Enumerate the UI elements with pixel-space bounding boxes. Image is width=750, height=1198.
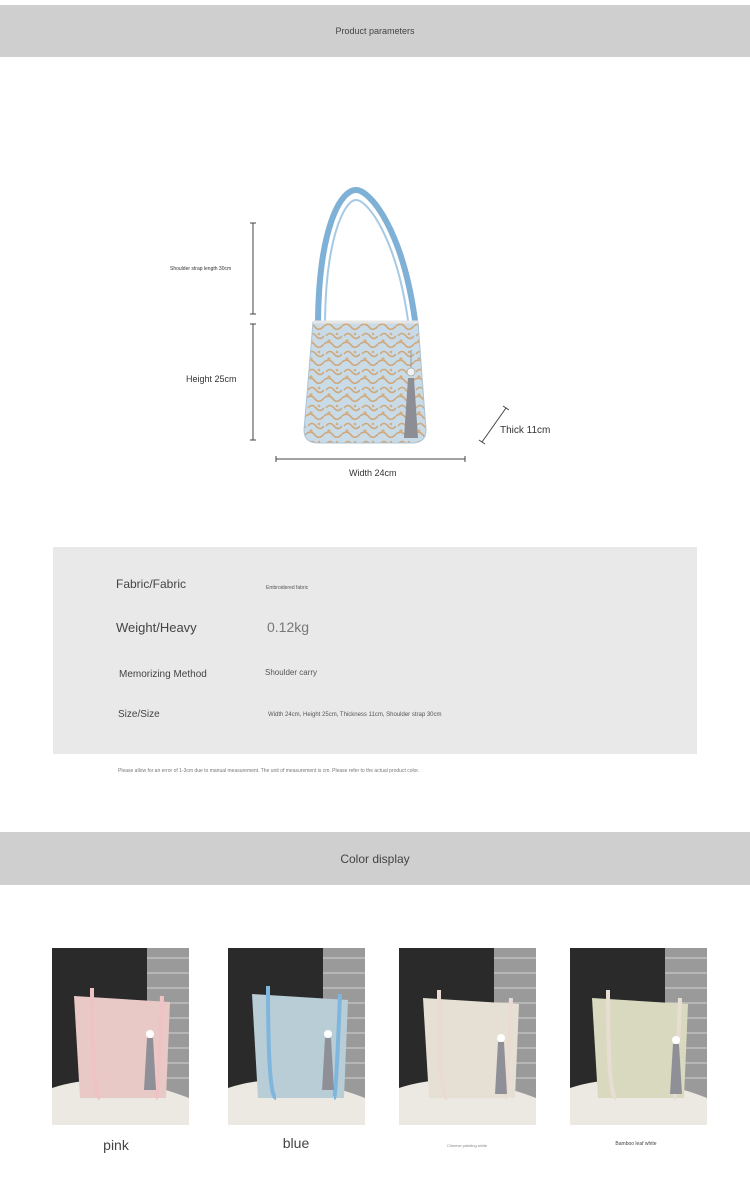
param-label-size: Size/Size [118,709,160,720]
strap-length-label: Shoulder strap length 30cm [170,266,232,272]
color-caption-chinese-painting-white: Chinese painting white [446,1143,488,1148]
param-value-fabric: Embroidered fabric [266,585,309,591]
color-swatch-chinese-painting-white[interactable] [399,948,536,1125]
color-swatch-pink[interactable] [52,948,189,1125]
bamboo-leaf-white-bag-photo [570,948,707,1125]
section-title: Color display [340,851,410,866]
thick-label: Thick 11cm [500,425,551,436]
chinese-painting-white-bag-photo [399,948,536,1125]
param-value-method: Shoulder carry [265,668,318,677]
width-label: Width 24cm [349,468,397,478]
param-label-method: Memorizing Method [119,669,207,680]
blue-bag-photo [228,948,365,1125]
color-caption-bamboo-leaf-white: Bamboo leaf white [615,1141,657,1147]
dimension-diagram [0,60,750,540]
color-caption-blue: blue [282,1135,310,1151]
color-swatch-bamboo-leaf-white[interactable] [570,948,707,1125]
parameter-table [53,547,697,754]
param-label-fabric: Fabric/Fabric [116,577,187,591]
pink-bag-photo [52,948,189,1125]
section-header-product-parameters [0,5,750,57]
section-header-color-display [0,832,750,885]
measurement-note: Please allow for an error of 1-3cm due to manual measurement. The unit of measurement is cm. Please refer to the actual product color. [118,768,420,774]
param-value-size: Width 24cm, Height 25cm, Thickness 11cm, Shoulder strap 30cm [268,712,442,718]
color-caption-pink: pink [103,1137,129,1153]
param-value-weight: 0.12kg [267,619,310,635]
color-swatch-blue[interactable] [228,948,365,1125]
param-label-weight: Weight/Heavy [116,620,197,635]
height-label: Height 25cm [186,374,237,384]
section-title: Product parameters [335,26,415,36]
